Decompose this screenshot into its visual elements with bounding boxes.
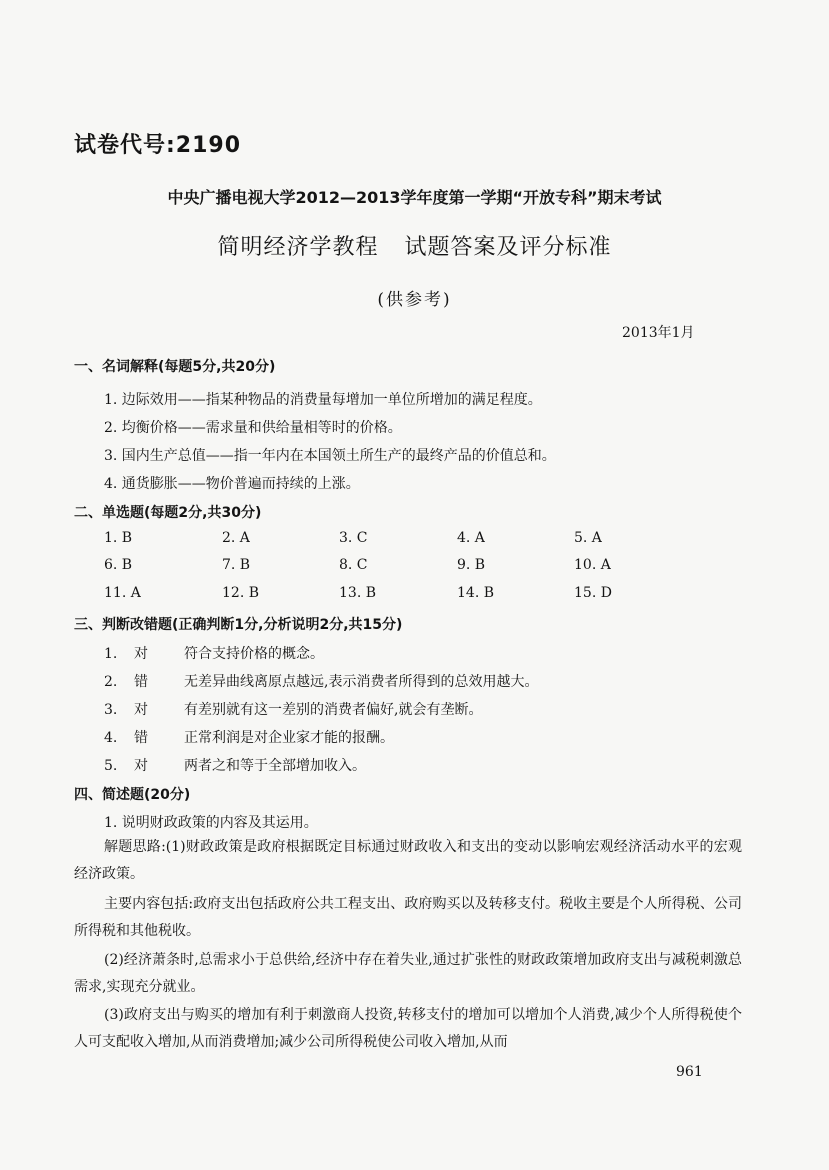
verdict: 错 — [134, 674, 148, 690]
answer-cell: 12. B — [222, 585, 260, 601]
term-definition: 2. 均衡价格——需求量和供给量相等时的价格。 — [104, 420, 402, 436]
document-title — [0, 230, 829, 261]
explanation: 有差别就有这一差别的消费者偏好,就会有垄断。 — [184, 702, 483, 718]
answer-cell: 2. A — [222, 530, 250, 546]
item-number: 5. — [104, 758, 118, 774]
explanation: 无差异曲线离原点越远,表示消费者所得到的总效用越大。 — [184, 674, 539, 690]
section-4-heading: 四、简述题(20分) — [74, 787, 191, 803]
explanation: 正常利润是对企业家才能的报酬。 — [184, 730, 394, 746]
judgement-item — [104, 755, 366, 775]
paper-code: 试卷代号:2190 — [74, 133, 242, 158]
item-number: 2. — [104, 674, 118, 690]
explanation: 两者之和等于全部增加收入。 — [184, 758, 366, 774]
verdict: 对 — [134, 646, 148, 662]
judgement-item — [104, 643, 324, 663]
section-2-heading: 二、单选题(每题2分,共30分) — [74, 505, 262, 521]
answer-cell: 7. B — [222, 557, 251, 573]
answer-row — [104, 585, 664, 605]
section-1-heading: 一、名词解释(每题5分,共20分) — [74, 359, 276, 375]
judgement-item — [104, 671, 538, 691]
answer-paragraph: 解题思路:(1)财政政策是政府根据既定目标通过财政收入和支出的变动以影响宏观经济活动水平的宏观经济政策。 — [74, 839, 742, 882]
answer-cell: 5. A — [574, 530, 602, 546]
answer-key-title: 试题答案及评分标准 — [404, 235, 612, 260]
exam-date: 2013年1月 — [622, 325, 695, 341]
answer-row — [104, 557, 664, 577]
exam-title: 中央广播电视大学2012—2013学年度第一学期“开放专科”期末考试 — [167, 188, 662, 207]
answer-cell: 8. C — [339, 557, 368, 573]
page-number: 961 — [676, 1064, 703, 1080]
term-definition: 1. 边际效用——指某种物品的消费量每增加一单位所增加的满足程度。 — [104, 392, 542, 408]
answer-cell: 15. D — [574, 585, 612, 601]
reference-note: (供参考) — [377, 290, 452, 310]
term-definition: 4. 通货膨胀——物价普遍而持续的上涨。 — [104, 476, 360, 492]
answer-cell: 6. B — [104, 557, 133, 573]
answer-cell: 10. A — [574, 557, 611, 573]
answer-cell: 9. B — [457, 557, 486, 573]
answer-cell: 3. C — [339, 530, 368, 546]
verdict: 错 — [134, 730, 148, 746]
judgement-item — [104, 727, 394, 747]
answer-cell: 1. B — [104, 530, 133, 546]
explanation: 符合支持价格的概念。 — [184, 646, 324, 662]
answer-cell: 11. A — [104, 585, 141, 601]
answer-paragraph: (2)经济萧条时,总需求小于总供给,经济中存在着失业,通过扩张性的财政政策增加政府支出与减税刺激总需求,实现充分就业。 — [74, 952, 742, 995]
item-number: 4. — [104, 730, 118, 746]
answer-paragraph: (3)政府支出与购买的增加有利于刺激商人投资,转移支付的增加可以增加个人消费,减少个人所得税使个人可支配收入增加,从而消费增加;减少公司所得税使公司收入增加,从而 — [74, 1007, 742, 1050]
answer-cell: 13. B — [339, 585, 377, 601]
essay-question: 1. 说明财政政策的内容及其运用。 — [104, 815, 318, 831]
section-3-heading: 三、判断改错题(正确判断1分,分析说明2分,共15分) — [74, 617, 403, 633]
item-number: 3. — [104, 702, 118, 718]
judgement-item — [104, 699, 482, 719]
verdict: 对 — [134, 702, 148, 718]
verdict: 对 — [134, 758, 148, 774]
answer-cell: 4. A — [457, 530, 485, 546]
term-definition: 3. 国内生产总值——指一年内在本国领土所生产的最终产品的价值总和。 — [104, 448, 556, 464]
item-number: 1. — [104, 646, 118, 662]
course-title: 简明经济学教程 — [217, 235, 379, 260]
answer-row — [104, 530, 664, 550]
answer-paragraph: 主要内容包括:政府支出包括政府公共工程支出、政府购买以及转移支付。税收主要是个人所得税、公司所得税和其他税收。 — [74, 896, 742, 939]
answer-cell: 14. B — [457, 585, 495, 601]
